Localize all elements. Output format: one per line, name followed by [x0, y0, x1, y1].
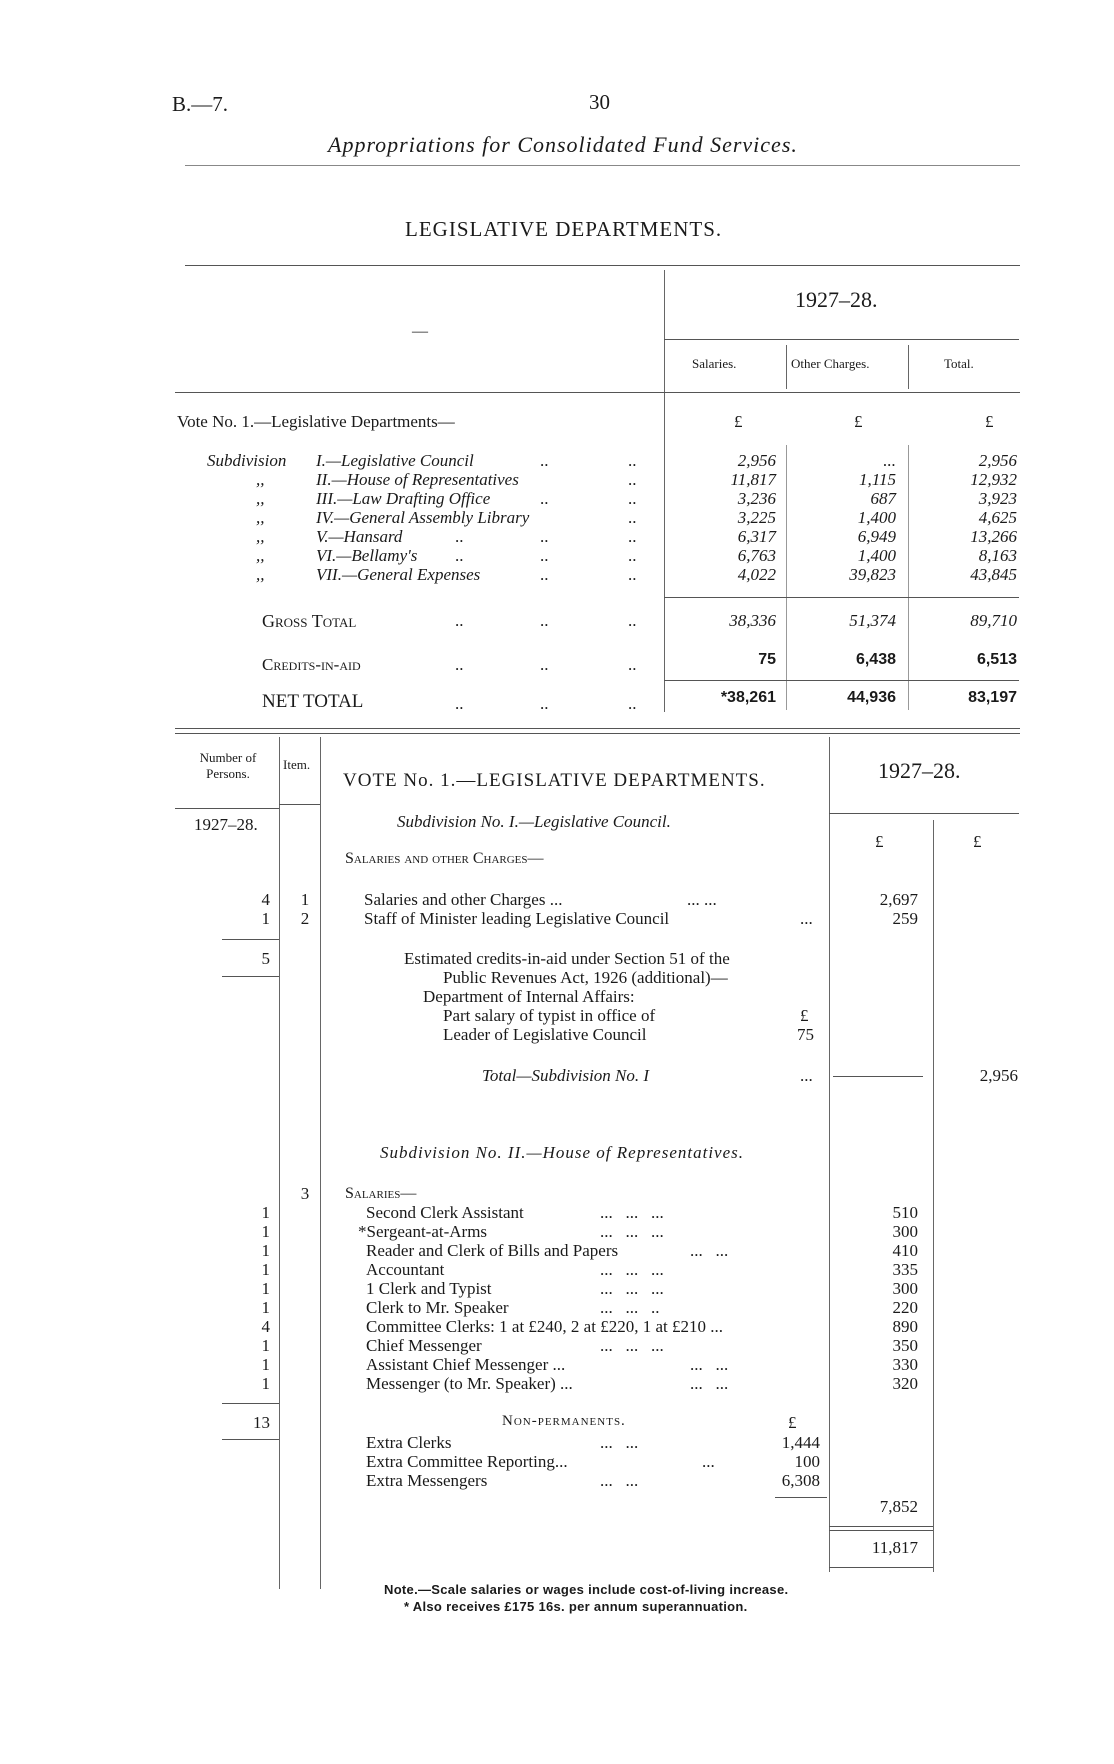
- leader-dots: ..: [628, 655, 637, 674]
- pound-sign-total: £: [985, 412, 994, 431]
- detail-label: Staff of Minister leading Legislative Council: [364, 909, 670, 928]
- summary-header-dash: —: [412, 323, 428, 340]
- non-permanent-amount: 100: [794, 1452, 820, 1471]
- document-reference: B.—7.: [172, 92, 229, 116]
- credits-total: 6,513: [976, 651, 1017, 668]
- item-number: 2: [300, 909, 310, 928]
- leader-dots: ..: [540, 451, 549, 470]
- subdivision-prefix: ,,: [256, 489, 265, 508]
- leader-dots: ..: [540, 546, 549, 565]
- detail-pound-2: £: [973, 832, 982, 851]
- net-total-other: 44,936: [847, 689, 896, 706]
- subdivision-1-title: Subdivision No. I.—Legislative Council.: [397, 812, 671, 831]
- gross-total-salaries: 38,336: [729, 611, 776, 630]
- persons-count: 4: [261, 1317, 270, 1336]
- salary-amount: 890: [892, 1317, 918, 1336]
- non-permanent-label: Extra Committee Reporting...: [366, 1452, 568, 1471]
- salary-label: Accountant: [366, 1260, 445, 1279]
- net-total-salaries: *38,261: [720, 689, 776, 706]
- persons-header-rule: [175, 808, 279, 809]
- salary-amount: 510: [892, 1203, 918, 1222]
- leader-dots: ... ...: [690, 1374, 729, 1393]
- salary-amount: 350: [892, 1336, 918, 1355]
- leader-dots: ..: [540, 655, 549, 674]
- persons-count: 1: [261, 1374, 270, 1393]
- footnote-note: Note.—Scale salaries or wages include cost-of-living increase.: [384, 1582, 789, 1597]
- leader-dots: ... ...: [600, 1433, 639, 1452]
- summary-title: LEGISLATIVE DEPARTMENTS.: [405, 217, 723, 241]
- leader-dots: ..: [540, 489, 549, 508]
- leader-dots: ... ... ...: [600, 1222, 664, 1241]
- leader-dots: ... ... ...: [600, 1260, 664, 1279]
- persons-count: 1: [261, 1298, 270, 1317]
- summary-year: 1927–28.: [795, 287, 878, 312]
- leader-dots: ...: [702, 1452, 715, 1471]
- subdivision-salaries: 4,022: [737, 565, 776, 584]
- gross-total-other: 51,374: [849, 611, 896, 630]
- subdivision-other: 39,823: [849, 565, 896, 584]
- subdivision-name: VI.—Bellamy's: [316, 546, 418, 565]
- salary-label: Second Clerk Assistant: [366, 1203, 524, 1222]
- persons-count: 1: [261, 1222, 270, 1241]
- summary-col-divider-1: [786, 345, 787, 389]
- credits-note-line-3: Department of Internal Affairs:: [423, 987, 635, 1006]
- persons-count: 1: [261, 1279, 270, 1298]
- detail-year: 1927–28.: [878, 758, 961, 783]
- detail-year-rule: [829, 813, 1019, 814]
- salary-amount: 220: [892, 1298, 918, 1317]
- subdivision-2-total-underline: [829, 1567, 933, 1568]
- leader-dots: ..: [628, 565, 637, 584]
- subdivision-1-total-dash: [833, 1076, 923, 1077]
- credits-other: 6,438: [855, 651, 896, 668]
- salary-label: Clerk to Mr. Speaker: [366, 1298, 509, 1317]
- leader-dots: ..: [455, 611, 464, 630]
- salary-label: Chief Messenger: [366, 1336, 482, 1355]
- footnote-star: * Also receives £175 16s. per annum superannuation.: [404, 1599, 748, 1614]
- leader-dots: ... ...: [600, 1471, 639, 1490]
- detail-top-rule-1: [175, 728, 1020, 729]
- persons-count: 1: [261, 1260, 270, 1279]
- subdivision-name: V.—Hansard: [316, 527, 403, 546]
- persons-count: 4: [261, 890, 270, 909]
- leader-dots: ... ... ..: [600, 1298, 660, 1317]
- subdivision-other: 6,949: [857, 527, 896, 546]
- non-permanent-amount: 1,444: [781, 1433, 820, 1452]
- vote-label: Vote No. 1.—Legislative Departments—: [177, 412, 455, 431]
- persons-subtotal-rule: [222, 1403, 279, 1404]
- persons-subtotal-rule: [222, 939, 279, 940]
- salary-amount: 300: [892, 1222, 918, 1241]
- salary-label: Assistant Chief Messenger ...: [366, 1355, 566, 1374]
- salary-amount: 410: [892, 1241, 918, 1260]
- summary-top-rule: [185, 265, 1020, 266]
- subdivision-2-total-amount: 11,817: [871, 1538, 918, 1557]
- persons-count: 1: [261, 1241, 270, 1260]
- leader-dots: ... ... ...: [600, 1336, 664, 1355]
- item-header-rule: [279, 804, 320, 805]
- persons-subtotal-underline: [222, 1439, 279, 1440]
- non-permanent-amount: 6,308: [781, 1471, 820, 1490]
- leader-dots: ..: [455, 694, 464, 713]
- summary-col-divider-2: [908, 345, 909, 389]
- leader-dots: ... ... ...: [600, 1203, 664, 1222]
- non-permanents-pound: £: [788, 1413, 797, 1432]
- non-permanents-heading: Non-permanents.: [502, 1413, 626, 1429]
- leader-dots: ..: [628, 489, 637, 508]
- subdivision-prefix: Subdivision: [207, 451, 287, 470]
- leader-dots: ..: [540, 527, 549, 546]
- net-total-rule: [664, 680, 1019, 681]
- subdivision-other: ...: [883, 451, 896, 470]
- subdivision-total: 8,163: [978, 546, 1017, 565]
- net-total-label: NET TOTAL: [262, 691, 364, 712]
- leader-dots: ...: [800, 909, 813, 928]
- amount-column-divider-1: [829, 737, 830, 1572]
- item-number: 3: [300, 1184, 310, 1203]
- subdivision-1-total-amount: 2,956: [979, 1066, 1018, 1085]
- col-total-header: Total.: [944, 356, 974, 371]
- summary-body-divider-2: [908, 445, 909, 710]
- salary-label: Reader and Clerk of Bills and Papers: [366, 1241, 619, 1260]
- subdivision-2-total-rule-2: [829, 1530, 933, 1531]
- subdivision-other: 1,115: [859, 470, 896, 489]
- subdivision-prefix: ,,: [256, 546, 265, 565]
- subdivision-prefix: ,,: [256, 508, 265, 527]
- summary-header-rule: [175, 392, 1020, 393]
- leader-dots: ...: [800, 1066, 813, 1085]
- salary-amount: 335: [892, 1260, 918, 1279]
- leader-dots: ... ...: [690, 1241, 729, 1260]
- subdivision-other: 687: [870, 489, 896, 508]
- subdivision-total: 13,266: [970, 527, 1017, 546]
- subdivision-total: 43,845: [970, 565, 1017, 584]
- subdivision-prefix: ,,: [256, 527, 265, 546]
- subdivision-name: II.—House of Representatives: [316, 470, 519, 489]
- persons-count: 1: [261, 1336, 270, 1355]
- leader-dots: ..: [628, 508, 637, 527]
- col-item: Item.: [283, 757, 311, 772]
- salary-amount: 300: [892, 1279, 918, 1298]
- detail-amount: 259: [892, 909, 918, 928]
- persons-count: 1: [261, 1203, 270, 1222]
- salary-label: Committee Clerks: 1 at £240, 2 at £220, 1 at £210 ...: [366, 1317, 723, 1336]
- salary-amount: 330: [892, 1355, 918, 1374]
- subdivision-salaries: 3,236: [737, 489, 776, 508]
- credits-note-line-2: Public Revenues Act, 1926 (additional)—: [443, 968, 728, 987]
- gross-total-total: 89,710: [970, 611, 1017, 630]
- item-number: 1: [300, 890, 310, 909]
- salary-amount: 320: [892, 1374, 918, 1393]
- subdivision-prefix: ,,: [256, 565, 265, 584]
- subdivision-1-total-label: Total—Subdivision No. I: [482, 1066, 650, 1085]
- credits-in-aid-label: Credits-in-aid: [262, 655, 361, 674]
- summary-divider-left: [664, 270, 665, 712]
- detail-amount: 2,697: [879, 890, 918, 909]
- col-salaries-header: Salaries.: [692, 356, 737, 371]
- salary-label: 1 Clerk and Typist: [366, 1279, 492, 1298]
- subdivision-total: 12,932: [970, 470, 1017, 489]
- subdivision-total: 2,956: [978, 451, 1017, 470]
- non-permanent-total-rule: [775, 1497, 827, 1498]
- leader-dots: ..: [540, 694, 549, 713]
- non-permanent-label: Extra Messengers: [366, 1471, 488, 1490]
- credits-note-amount: 75: [797, 1025, 814, 1044]
- subdivision-name: IV.—General Assembly Library: [316, 508, 530, 527]
- item-column-divider: [320, 737, 321, 1589]
- pound-sign-other: £: [854, 412, 863, 431]
- gross-total-rule: [664, 597, 1019, 598]
- summary-year-rule: [664, 339, 1019, 340]
- subdivision-other: 1,400: [857, 508, 896, 527]
- summary-body-divider-1: [786, 445, 787, 710]
- leader-dots: ..: [628, 694, 637, 713]
- persons-subtotal: 5: [261, 949, 270, 968]
- credits-note-line-4: Part salary of typist in office of: [443, 1006, 656, 1025]
- subdivision-name: III.—Law Drafting Office: [316, 489, 491, 508]
- subdivision-total: 4,625: [978, 508, 1017, 527]
- subdivision-other: 1,400: [857, 546, 896, 565]
- subdivision-1-heading: Salaries and other Charges—: [345, 850, 544, 867]
- persons-year: 1927–28.: [194, 815, 258, 834]
- leader-dots: ..: [628, 546, 637, 565]
- subdivision-2-heading: Salaries—: [345, 1185, 417, 1202]
- net-total-total: 83,197: [968, 689, 1017, 706]
- subdivision-salaries: 6,763: [737, 546, 776, 565]
- subdivision-2-total-rule-1: [829, 1526, 933, 1527]
- leader-dots: ... ...: [690, 1355, 729, 1374]
- credits-note-line-5: Leader of Legislative Council: [443, 1025, 647, 1044]
- header-rule: [185, 165, 1020, 166]
- pound-sign-salaries: £: [734, 412, 743, 431]
- subdivision-2-title: Subdivision No. II.—House of Representatives.: [380, 1143, 745, 1162]
- leader-dots: ..: [628, 470, 637, 489]
- subdivision-name: I.—Legislative Council: [316, 451, 474, 470]
- subdivision-salaries: 3,225: [737, 508, 776, 527]
- running-title: Appropriations for Consolidated Fund Services.: [328, 132, 798, 157]
- leader-dots: ..: [540, 565, 549, 584]
- subdivision-name: VII.—General Expenses: [316, 565, 481, 584]
- subdivision-prefix: ,,: [256, 470, 265, 489]
- col-other-charges-header: Other Charges.: [791, 356, 870, 371]
- subdivision-total: 3,923: [978, 489, 1017, 508]
- persons-column-divider: [279, 737, 280, 1589]
- page-number: 30: [589, 90, 610, 114]
- gross-total-label: Gross Total: [262, 611, 357, 631]
- leader-dots: ..: [628, 451, 637, 470]
- leader-dots: ..: [628, 611, 637, 630]
- detail-top-rule-2: [175, 733, 1020, 734]
- vote-title: VOTE No. 1.—LEGISLATIVE DEPARTMENTS.: [343, 770, 766, 791]
- credits-note-pound: £: [800, 1006, 809, 1025]
- persons-subtotal-underline: [222, 976, 279, 977]
- leader-dots: ..: [628, 527, 637, 546]
- leader-dots: ..: [455, 527, 464, 546]
- persons-subtotal: 13: [253, 1413, 270, 1432]
- col-number-of-persons: Number of Persons.: [199, 750, 257, 781]
- leader-dots: ..: [455, 655, 464, 674]
- subdivision-salaries: 6,317: [737, 527, 776, 546]
- persons-count: 1: [261, 909, 270, 928]
- detail-pound-1: £: [875, 832, 884, 851]
- leader-dots: ..: [540, 611, 549, 630]
- non-permanent-label: Extra Clerks: [366, 1433, 452, 1452]
- salary-label: *Sergeant-at-Arms: [358, 1222, 488, 1241]
- amount-column-divider-2: [933, 820, 934, 1572]
- detail-label: Salaries and other Charges ...: [364, 890, 563, 909]
- credits-note-line-1: Estimated credits-in-aid under Section 51 of the: [404, 949, 730, 968]
- subdivision-salaries: 11,817: [730, 470, 776, 489]
- non-permanent-total: 7,852: [879, 1497, 918, 1516]
- subdivision-salaries: 2,956: [737, 451, 776, 470]
- leader-dots: ... ...: [687, 890, 717, 909]
- leader-dots: ... ... ...: [600, 1279, 664, 1298]
- credits-salaries: 75: [758, 651, 776, 668]
- leader-dots: ..: [455, 546, 464, 565]
- persons-count: 1: [261, 1355, 270, 1374]
- salary-label: Messenger (to Mr. Speaker) ...: [366, 1374, 573, 1393]
